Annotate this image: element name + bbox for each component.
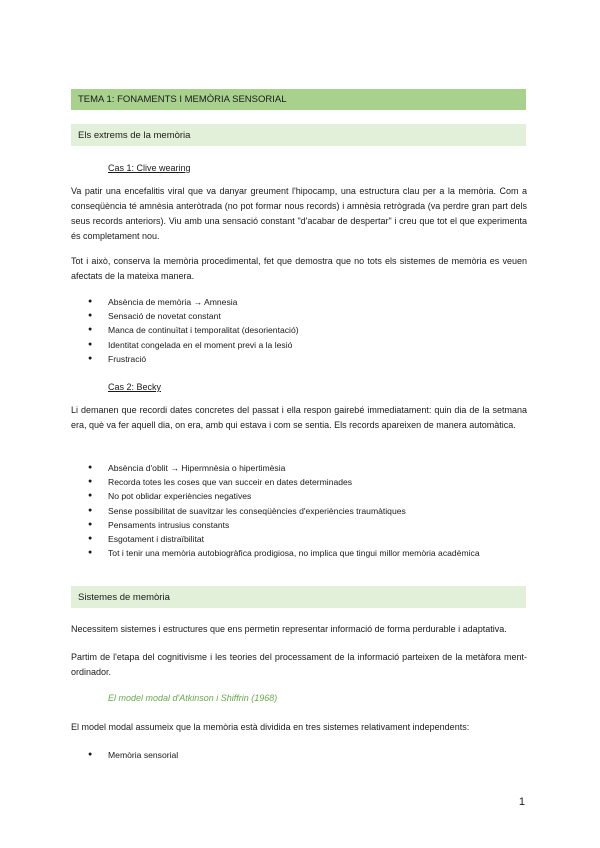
case1-paragraph-2: Tot i això, conserva la memòria procedimental, fet que demostra que no tots els sistemes de memòria es veuen afectats de la mateixa manera.: [71, 256, 527, 281]
case2-bullet-list: [71, 461, 531, 560]
case1-bullet-list: [71, 295, 531, 366]
list-item: ● Esgotament i distraïbilitat: [71, 532, 531, 546]
model-title: El model modal d'Atkinson i Shiffrin (1968): [108, 693, 278, 703]
list-item: ● Identitat congelada en el moment previ a la lesió: [71, 338, 531, 352]
case2-title: Cas 2: Becky: [108, 382, 162, 392]
list-item: ● Sensació de novetat constant: [71, 309, 531, 323]
section-title: Els extrems de la memòria: [78, 129, 191, 141]
list-item: ● Pensaments intrusius constants: [71, 518, 531, 532]
case1-title: Cas 1: Clive wearing: [108, 163, 191, 173]
list-item: ● Manca de continuïtat i temporalitat (desorientació): [71, 323, 531, 337]
list-item: ● Frustració: [71, 352, 531, 366]
topic-header: [71, 89, 526, 110]
sistemes-paragraph-2: Partim de l'etapa del cognitivisme i les teories del processament de la informació parteixen de la metàfora ment-ordinador.: [71, 652, 527, 677]
list-item: ● Sense possibilitat de suavitzar les conseqüències d'experiències traumàtiques: [71, 504, 531, 518]
topic-title: TEMA 1: FONAMENTS I MEMÒRIA SENSORIAL: [78, 94, 287, 105]
list-item: ● Absència d'oblit → Hipermnèsia o hipertimèsia: [71, 461, 531, 475]
list-item: ● Tot i tenir una memòria autobiogràfica prodigiosa, no implica que tingui millor memòria acadèmica: [71, 546, 531, 560]
sistemes-paragraph-1: Necessitem sistemes i estructures que ens permetin representar informació de forma perdurable i adaptativa.: [71, 624, 507, 634]
sistemes-paragraph-3: El model modal assumeix que la memòria està dividida en tres sistemes relativament independents:: [71, 722, 470, 732]
section-header-extrems: [71, 124, 526, 146]
case1-paragraph-1: Va patir una encefalitis viral que va danyar greument l'hipocamp, una estructura clau per a la memòria. Com a conseqüència té amnèsia anteròtrada (no pot formar nous records) i amnèsia retrògrada (va perdre gran part dels seus records anteriors). Viu amb una sensació constant "d'acabar de despertar" i creu que tot el que experimenta és completament nou.: [71, 186, 527, 241]
list-item: ● Recorda totes les coses que van succeir en dates determinades: [71, 475, 531, 489]
section-header-sistemes: [71, 586, 526, 608]
list-item: ● Absència de memòria → Amnesia: [71, 295, 531, 309]
case2-paragraph-1: Li demanen que recordi dates concretes del passat i ella respon gairebé immediatament: quin dia de la setmana era, què va fer aquell dia, on era, amb qui estava i com se sentia. Els records apareixen de manera automàtica.: [71, 405, 527, 430]
sistemes-bullet-list: [71, 748, 531, 762]
list-item: ● No pot oblidar experiències negatives: [71, 489, 531, 503]
section-title: Sistemes de memòria: [78, 591, 170, 603]
page-number: 1: [518, 796, 525, 808]
list-item: ● Memòria sensorial: [71, 748, 531, 762]
